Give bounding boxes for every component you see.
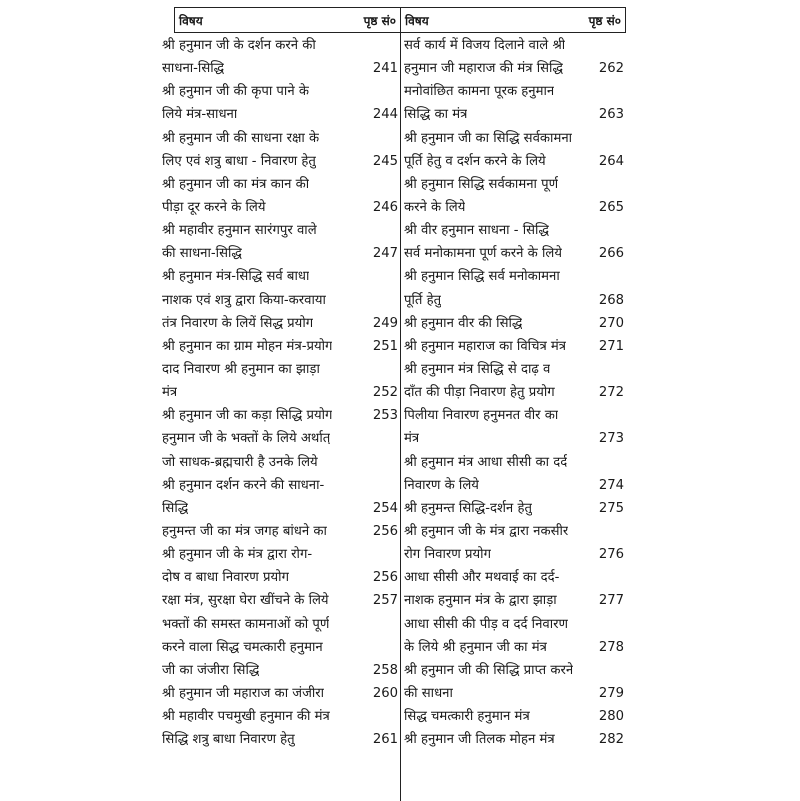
toc-entry-line xyxy=(162,265,398,288)
toc-entry-line xyxy=(162,127,398,150)
toc-entry xyxy=(404,728,624,751)
subject-column-header: विषय xyxy=(179,13,203,28)
toc-entry xyxy=(162,80,398,126)
header-left xyxy=(175,8,400,32)
toc-entry-line xyxy=(404,520,624,543)
page-number: 266 xyxy=(598,246,624,262)
toc-entry xyxy=(162,173,398,219)
page-number: 272 xyxy=(598,385,624,401)
entry-title: श्री हनुमान जी की सिद्धि प्राप्त करने xyxy=(404,662,574,678)
entry-title: हनुमान जी महाराज की मंत्र सिद्धि xyxy=(404,61,563,77)
entry-title: श्री हनुमान मंत्र आधा सीसी का दर्द xyxy=(404,454,568,470)
toc-entry-line xyxy=(404,705,624,728)
toc-entry xyxy=(162,613,398,682)
entry-title: दाद निवारण श्री हनुमान का झाड़ा xyxy=(162,361,320,377)
page-number: 256 xyxy=(372,523,398,539)
toc-entry-line xyxy=(162,520,398,543)
page-number: 245 xyxy=(372,153,398,169)
toc-entry xyxy=(162,427,398,520)
toc-entry xyxy=(404,127,624,173)
toc-entry-line xyxy=(404,127,624,150)
toc-entry xyxy=(162,589,398,612)
toc-entry-line xyxy=(162,543,398,566)
toc-entry-line xyxy=(404,589,624,612)
toc-entry-line xyxy=(404,103,624,126)
toc-entry-line xyxy=(162,682,398,705)
entry-title: श्री हनुमान जी का कड़ा सिद्धि प्रयोग xyxy=(162,408,333,424)
page-number: 247 xyxy=(372,246,398,262)
toc-entry-line xyxy=(162,335,398,358)
toc-entry-line xyxy=(404,613,624,636)
toc-entry xyxy=(404,497,624,520)
entry-title: निवारण के लिये xyxy=(404,477,479,493)
entry-title: जी का जंजीरा सिद्धि xyxy=(162,662,260,678)
page-number: 261 xyxy=(372,732,398,748)
page-number: 257 xyxy=(372,593,398,609)
toc-entry-line xyxy=(162,57,398,80)
page-number: 246 xyxy=(372,199,398,215)
toc-entry-line xyxy=(162,196,398,219)
page-number: 260 xyxy=(372,685,398,701)
column-divider xyxy=(400,31,401,801)
entry-title: करने के लिये xyxy=(404,199,466,215)
entry-title: श्री हनुमान वीर की सिद्धि xyxy=(404,315,523,331)
page-number: 265 xyxy=(598,199,624,215)
page-number: 274 xyxy=(598,477,624,493)
toc-entry-line xyxy=(162,589,398,612)
entry-title: लिए एवं शत्रु बाधा - निवारण हेतु xyxy=(162,153,316,169)
toc-entry-line xyxy=(162,613,398,636)
toc-entry-line xyxy=(404,312,624,335)
toc-entry-line xyxy=(404,474,624,497)
toc-entry xyxy=(404,312,624,335)
entry-title: श्री हनुमान जी के मंत्र द्वारा रोग- xyxy=(162,547,313,563)
toc-entry-line xyxy=(404,497,624,520)
toc-entry-line xyxy=(162,427,398,450)
toc-entry xyxy=(404,566,624,612)
toc-entry-line xyxy=(404,451,624,474)
toc-entry-line xyxy=(404,219,624,242)
entry-title: श्री महावीर हनुमान सारंगपुर वाले xyxy=(162,223,317,239)
toc-entry-line xyxy=(404,289,624,312)
entry-title: श्री हनुमान जी के दर्शन करने की xyxy=(162,38,316,53)
page-number: 262 xyxy=(598,61,624,77)
toc-entry-line xyxy=(404,404,624,427)
toc-entry xyxy=(404,705,624,728)
entry-title: श्री हनुमान सिद्धि सर्व मनोकामना xyxy=(404,269,560,285)
toc-entry xyxy=(404,80,624,126)
toc-entry-line xyxy=(404,728,624,751)
entry-title: श्री हनुमान मंत्र सिद्धि से दाढ़ व xyxy=(404,361,551,377)
toc-entry-line xyxy=(404,636,624,659)
right-column xyxy=(404,34,624,751)
toc-entry xyxy=(162,335,398,358)
toc-entry xyxy=(404,520,624,566)
toc-entry-line xyxy=(162,659,398,682)
entry-title: के लिये श्री हनुमान जी का मंत्र xyxy=(404,639,547,655)
toc-entry-line xyxy=(404,566,624,589)
toc-entry xyxy=(404,613,624,659)
entry-title: पीड़ा दूर करने के लिये xyxy=(162,199,266,215)
page-number: 277 xyxy=(598,593,624,609)
entry-title: दोष व बाधा निवारण प्रयोग xyxy=(162,570,290,586)
entry-title: मंत्र xyxy=(162,385,178,401)
toc-entry-line xyxy=(162,80,398,103)
page-number: 252 xyxy=(372,385,398,401)
entry-title: सर्व कार्य में विजय दिलाने वाले श्री xyxy=(404,38,566,53)
toc-entry-line xyxy=(404,543,624,566)
toc-entry-line xyxy=(162,34,398,57)
toc-entry-line xyxy=(162,381,398,404)
entry-title: सिद्धि का मंत्र xyxy=(404,107,468,123)
toc-entry-line xyxy=(162,150,398,173)
toc-entry xyxy=(404,358,624,404)
page-number: 256 xyxy=(372,570,398,586)
toc-entry-line xyxy=(162,219,398,242)
page-number: 273 xyxy=(598,431,624,447)
page-number: 279 xyxy=(598,685,624,701)
toc-entry-line xyxy=(404,34,624,57)
page-number: 254 xyxy=(372,500,398,516)
entry-title: श्री हनुमान मंत्र-सिद्धि सर्व बाधा xyxy=(162,269,310,285)
toc-entry xyxy=(404,34,624,80)
toc-entry-line xyxy=(162,566,398,589)
entry-title: पूर्ति हेतु व दर्शन करने के लिये xyxy=(404,153,546,169)
toc-entry xyxy=(162,358,398,404)
entry-title: तंत्र निवारण के लियें सिद्ध प्रयोग xyxy=(162,315,314,331)
toc-entry xyxy=(162,705,398,751)
entry-title: रोग निवारण प्रयोग xyxy=(404,547,492,563)
toc-entry xyxy=(404,173,624,219)
entry-title: जो साधक-ब्रह्मचारी है उनके लिये xyxy=(162,454,318,470)
subject-column-header: विषय xyxy=(405,13,429,28)
toc-entry xyxy=(404,265,624,311)
entry-title: नाशक एवं शत्रु द्वारा किया-करवाया xyxy=(162,292,326,308)
toc-entry xyxy=(404,219,624,265)
toc-entry xyxy=(404,335,624,358)
entry-title: श्री हनुमान जी तिलक मोहन मंत्र xyxy=(404,732,555,748)
toc-entry-line xyxy=(404,358,624,381)
entry-title: श्री हनुमान जी का मंत्र कान की xyxy=(162,176,310,192)
entry-title: श्री हनुमान जी की साधना रक्षा के xyxy=(162,130,320,146)
entry-title: श्री हनुमान जी के मंत्र द्वारा नकसीर xyxy=(404,523,569,539)
left-column xyxy=(162,34,398,751)
entry-title: हनुमान जी के भक्तों के लिये अर्थात् xyxy=(162,431,331,447)
page-number: 253 xyxy=(372,408,398,424)
entry-title: पिलीया निवारण हनुमनत वीर का xyxy=(404,408,559,424)
toc-entry xyxy=(162,219,398,265)
entry-title: श्री हनुमान जी महाराज का जंजीरा xyxy=(162,685,325,701)
page-number: 244 xyxy=(372,107,398,123)
page-number: 282 xyxy=(598,732,624,748)
toc-entry-line xyxy=(404,173,624,196)
page-number: 263 xyxy=(598,107,624,123)
entry-title: श्री हनुमान जी की कृपा पाने के xyxy=(162,84,309,100)
toc-entry-line xyxy=(162,451,398,474)
toc-entry-line xyxy=(404,427,624,450)
toc-entry-line xyxy=(404,80,624,103)
toc-entry-line xyxy=(404,242,624,265)
entry-title: सर्व मनोकामना पूर्ण करने के लिये xyxy=(404,246,562,262)
page-column-header: पृष्ठ सं० xyxy=(588,13,621,28)
page-number: 276 xyxy=(598,547,624,563)
entry-title: भक्तों की समस्त कामनाओं को पूर्ण xyxy=(162,616,330,632)
entry-title: नाशक हनुमान मंत्र के द्वारा झाड़ा xyxy=(404,593,557,609)
page-number: 268 xyxy=(598,292,624,308)
page-number: 278 xyxy=(598,639,624,655)
toc-entry-line xyxy=(404,265,624,288)
toc-entry xyxy=(162,265,398,334)
toc-entry xyxy=(404,404,624,450)
toc-entry xyxy=(404,451,624,497)
entry-title: लिये मंत्र-साधना xyxy=(162,107,238,123)
toc-entry-line xyxy=(404,381,624,404)
entry-title: हनुमन्त जी का मंत्र जगह बांधने का xyxy=(162,523,327,539)
entry-title: सिद्ध चमत्कारी हनुमान मंत्र xyxy=(404,709,530,725)
entry-title: सिद्धि शत्रु बाधा निवारण हेतु xyxy=(162,732,295,748)
entry-title: श्री महावीर पचमुखी हनुमान की मंत्र xyxy=(162,709,330,725)
toc-entry-line xyxy=(162,103,398,126)
toc-entry xyxy=(162,520,398,543)
entry-title: श्री वीर हनुमान साधना - सिद्धि xyxy=(404,223,550,239)
toc-entry-line xyxy=(404,659,624,682)
page-number: 275 xyxy=(598,500,624,516)
toc-header xyxy=(174,7,626,33)
entry-title: श्री हनुमान सिद्धि सर्वकामना पूर्ण xyxy=(404,176,559,192)
entry-title: श्री हनुमान जी का सिद्धि सर्वकामना xyxy=(404,130,573,146)
toc-entry-line xyxy=(162,728,398,751)
toc-entry-line xyxy=(162,705,398,728)
entry-title: आधा सीसी और मथवाई का दर्द- xyxy=(404,570,560,586)
entry-title: श्री हनुमान का ग्राम मोहन मंत्र-प्रयोग xyxy=(162,338,333,354)
entry-title: श्री हनुमान दर्शन करने की साधना- xyxy=(162,477,325,493)
toc-entry-line xyxy=(404,196,624,219)
page-number: 241 xyxy=(372,61,398,77)
entry-title: रक्षा मंत्र, सुरक्षा घेरा खींचने के लिये xyxy=(162,593,329,609)
entry-title: की साधना-सिद्धि xyxy=(162,246,242,262)
toc-entry xyxy=(162,127,398,173)
page-number: 270 xyxy=(598,315,624,331)
entry-title: मनोवांछित कामना पूरक हनुमान xyxy=(404,84,555,100)
entry-title: करने वाला सिद्ध चमत्कारी हनुमान xyxy=(162,639,323,655)
toc-entry-line xyxy=(162,289,398,312)
toc-entry-line xyxy=(162,404,398,427)
entry-title: श्री हनुमान महाराज का विचित्र मंत्र xyxy=(404,338,567,354)
toc-entry-line xyxy=(162,173,398,196)
entry-title: मंत्र xyxy=(404,431,420,447)
page-number: 258 xyxy=(372,662,398,678)
page-column-header: पृष्ठ सं० xyxy=(363,13,396,28)
entry-title: श्री हनुमन्त सिद्धि-दर्शन हेतु xyxy=(404,500,532,516)
toc-entry-line xyxy=(162,636,398,659)
entry-title: दाँत की पीड़ा निवारण हेतु प्रयोग xyxy=(404,385,555,401)
entry-title: सिद्धि xyxy=(162,500,189,516)
toc-entry xyxy=(162,404,398,427)
toc-entry-line xyxy=(162,242,398,265)
toc-entry-line xyxy=(404,57,624,80)
table-of-contents xyxy=(162,7,626,800)
toc-entry xyxy=(404,659,624,705)
toc-entry-line xyxy=(162,358,398,381)
page-number: 280 xyxy=(598,709,624,725)
header-right xyxy=(400,8,625,32)
entry-title: पूर्ति हेतु xyxy=(404,292,442,308)
page-number: 251 xyxy=(372,338,398,354)
toc-entry-line xyxy=(162,474,398,497)
toc-entry-line xyxy=(404,335,624,358)
toc-entry-line xyxy=(162,497,398,520)
toc-entry-line xyxy=(404,682,624,705)
page-number: 271 xyxy=(598,338,624,354)
entry-title: की साधना xyxy=(404,685,453,701)
entry-title: आधा सीसी की पीड़ व दर्द निवारण xyxy=(404,616,569,632)
toc-entry xyxy=(162,543,398,589)
toc-entry xyxy=(162,682,398,705)
toc-entry-line xyxy=(162,312,398,335)
page-number: 264 xyxy=(598,153,624,169)
entry-title: साधना-सिद्धि xyxy=(162,61,225,77)
page-number: 249 xyxy=(372,315,398,331)
toc-entry xyxy=(162,34,398,80)
toc-entry-line xyxy=(404,150,624,173)
